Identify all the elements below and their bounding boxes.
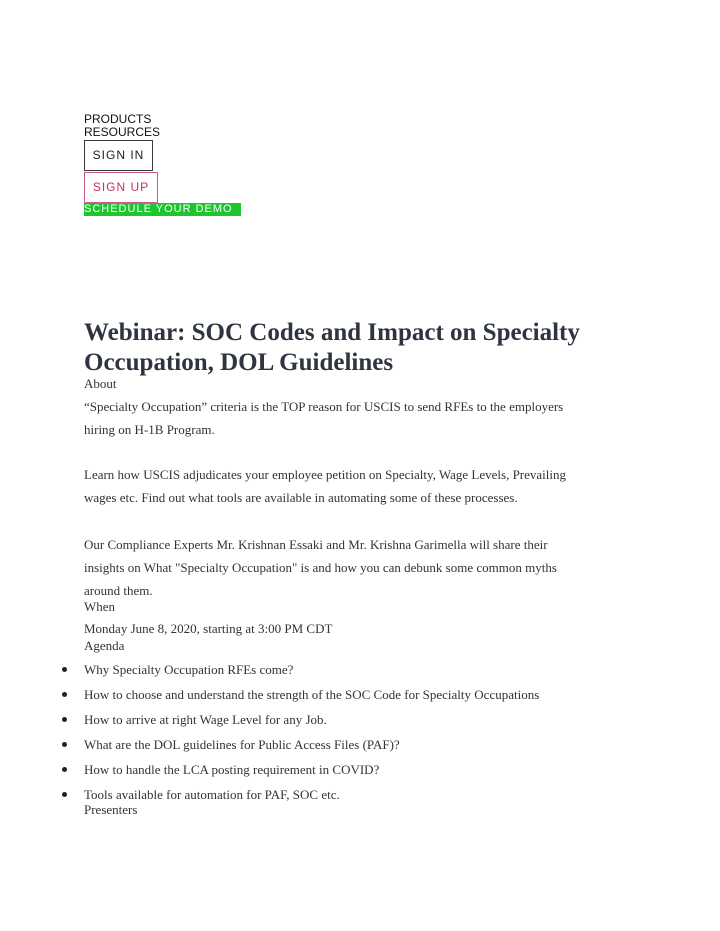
agenda-item [84, 757, 539, 782]
about-heading: About [84, 376, 117, 391]
when-heading: When [84, 599, 116, 614]
agenda-item-text: Why Specialty Occupation RFEs come? [84, 662, 294, 677]
bullet-icon [62, 767, 67, 772]
agenda-item [84, 732, 539, 757]
agenda-heading: Agenda [84, 638, 125, 653]
agenda-item [84, 782, 539, 807]
about-p2-line-1: Learn how USCIS adjudicates your employee petition on Specialty, Wage Levels, Prevailing [84, 467, 567, 482]
about-p3-line-1: Our Compliance Experts Mr. Krishnan Essaki and Mr. Krishna Garimella will share their [84, 537, 548, 552]
bullet-icon [62, 667, 67, 672]
when-value: Monday June 8, 2020, starting at 3:00 PM CDT [84, 621, 333, 636]
top-nav [84, 113, 160, 139]
bullet-icon [62, 717, 67, 722]
agenda-item-text: How to handle the LCA posting requirement in COVID? [84, 762, 380, 777]
bullet-icon [62, 792, 67, 797]
page-title [84, 318, 644, 378]
about-paragraph-2 [84, 463, 644, 509]
about-paragraph-3 [84, 533, 644, 602]
agenda-item-text: How to choose and understand the strength of the SOC Code for Specialty Occupations [84, 687, 540, 702]
about-p2-line-2: wages etc. Find out what tools are available in automating some of these processes. [84, 490, 518, 505]
agenda-item-text: What are the DOL guidelines for Public Access Files (PAF)? [84, 737, 400, 752]
sign-up-button[interactable]: SIGN UP [84, 172, 158, 203]
nav-link-resources[interactable]: RESOURCES [84, 125, 161, 139]
about-p1-line-1: “Specialty Occupation” criteria is the TOP reason for USCIS to send RFEs to the employers [84, 399, 564, 414]
presenters-heading: Presenters [84, 802, 138, 817]
agenda-item [84, 657, 539, 682]
page-title-line-1: Webinar: SOC Codes and Impact on Specialty [84, 319, 580, 346]
schedule-demo-button[interactable]: SCHEDULE YOUR DEMO [84, 203, 241, 216]
agenda-item-text: Tools available for automation for PAF, SOC etc. [84, 787, 340, 802]
page-title-line-2: Occupation, DOL Guidelines [84, 349, 394, 376]
agenda-item [84, 682, 539, 707]
about-paragraph-1 [84, 395, 644, 441]
about-p3-line-3: around them. [84, 583, 153, 598]
bullet-icon [62, 692, 67, 697]
agenda-item-text: How to arrive at right Wage Level for any Job. [84, 712, 327, 727]
nav-link-products[interactable]: PRODUCTS [84, 112, 152, 126]
about-p3-line-2: insights on What "Specialty Occupation" is and how you can debunk some common myths [84, 560, 557, 575]
agenda-item [84, 707, 539, 732]
agenda-list [84, 657, 539, 807]
about-p1-line-2: hiring on H-1B Program. [84, 422, 215, 437]
bullet-icon [62, 742, 67, 747]
sign-in-button[interactable]: SIGN IN [84, 140, 153, 171]
